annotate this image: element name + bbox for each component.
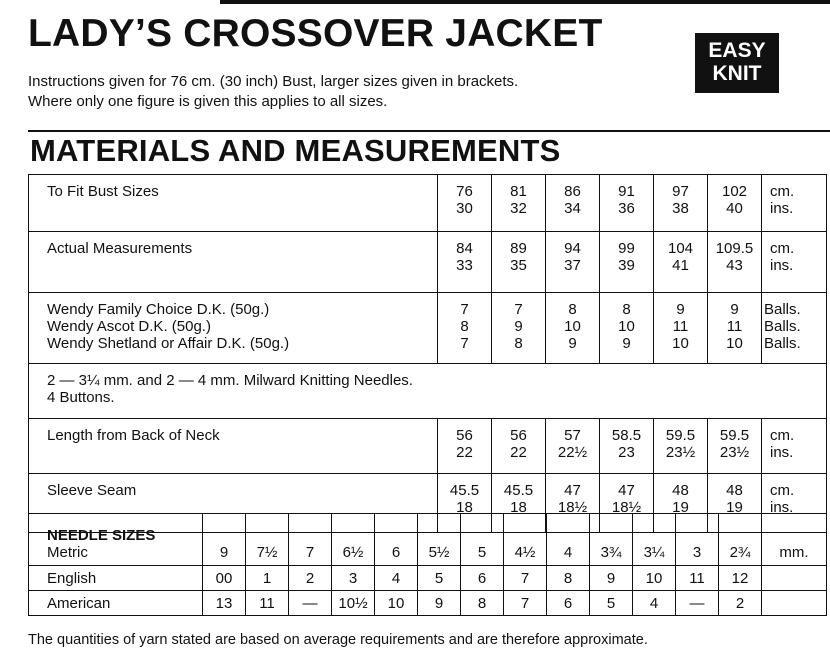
row-label: Length from Back of Neck (29, 419, 438, 474)
needles-note: 2 — 3¼ mm. and 2 — 4 mm. Milward Knitting Needles. 4 Buttons. (29, 364, 827, 419)
yarn-cell: 7 8 7 (438, 293, 492, 364)
size-cell: 89 35 (492, 232, 546, 293)
unit-cell: cm. ins. (762, 474, 827, 533)
size-cell: 57 22½ (546, 419, 600, 474)
american-cell: 9 (418, 591, 461, 616)
row-length (29, 419, 827, 474)
size-cell: 91 36 (600, 175, 654, 232)
row-label: Sleeve Seam (29, 474, 438, 533)
section-title: MATERIALS AND MEASUREMENTS (30, 133, 561, 168)
size-cell: 76 30 (438, 175, 492, 232)
american-cell: — (676, 591, 719, 616)
metric-cell: 3¼ (633, 514, 676, 566)
metric-cell: 9 (203, 514, 246, 566)
metric-cell: 5 (461, 514, 504, 566)
yarn-cell: 9 11 10 (654, 293, 708, 364)
yarn-cell: 8 10 9 (600, 293, 654, 364)
size-cell: 58.5 23 (600, 419, 654, 474)
size-cell: 59.5 23½ (654, 419, 708, 474)
size-cell: 47 18½ (600, 474, 654, 533)
english-cell: 9 (590, 566, 633, 591)
american-cell: 6 (547, 591, 590, 616)
row-label: To Fit Bust Sizes (29, 175, 438, 232)
metric-unit: mm. (762, 514, 827, 566)
english-cell: 3 (332, 566, 375, 591)
size-cell: 47 18½ (546, 474, 600, 533)
badge-line-1: EASY (708, 39, 766, 62)
size-cell: 109.5 43 (708, 232, 762, 293)
unit-cell: cm. ins. (762, 175, 827, 232)
footnote: The quantities of yarn stated are based on average requirements and are therefore approximate. (28, 632, 648, 648)
page-title: LADY’S CROSSOVER JACKET (28, 12, 603, 55)
top-rule (220, 0, 830, 4)
metric-cell: 3¾ (590, 514, 633, 566)
needle-row-american (29, 591, 827, 616)
row-bust-sizes (29, 175, 827, 232)
english-cell: 8 (547, 566, 590, 591)
size-cell: 48 19 (708, 474, 762, 533)
size-cell: 102 40 (708, 175, 762, 232)
yarn-labels: Wendy Family Choice D.K. (50g.) Wendy Ascot D.K. (50g.) Wendy Shetland or Affair D.K. (50g.) (29, 293, 438, 364)
metric-cell: 7½ (246, 514, 289, 566)
english-cell: 00 (203, 566, 246, 591)
american-cell: 2 (719, 591, 762, 616)
american-cell: 7 (504, 591, 547, 616)
needle-row-english (29, 566, 827, 591)
section-rule (28, 130, 830, 132)
american-cell: 10½ (332, 591, 375, 616)
size-cell: 104 41 (654, 232, 708, 293)
english-cell: 7 (504, 566, 547, 591)
english-cell: 11 (676, 566, 719, 591)
american-cell: 8 (461, 591, 504, 616)
intro-line: Where only one figure is given this applies to all sizes. (28, 93, 388, 110)
needle-sizes-heading: NEEDLE SIZES (47, 527, 156, 544)
metric-cell: 5½ (418, 514, 461, 566)
size-cell: 84 33 (438, 232, 492, 293)
unit-cell: cm. ins. (762, 232, 827, 293)
size-cell: 99 39 (600, 232, 654, 293)
row-needles-buttons (29, 364, 827, 419)
english-cell: 6 (461, 566, 504, 591)
american-cell: — (289, 591, 332, 616)
empty-cell (762, 566, 827, 591)
american-cell: 4 (633, 591, 676, 616)
american-cell: 10 (375, 591, 418, 616)
size-cell: 81 32 (492, 175, 546, 232)
metric-cell: 7 (289, 514, 332, 566)
english-cell: 2 (289, 566, 332, 591)
metric-cell: 6 (375, 514, 418, 566)
unit-cell: Balls. Balls. Balls. (762, 293, 827, 364)
needle-row-label (29, 514, 203, 566)
english-cell: 5 (418, 566, 461, 591)
empty-cell (762, 591, 827, 616)
needle-sizes-table (28, 513, 827, 616)
metric-cell: 6½ (332, 514, 375, 566)
needle-row-label: English (29, 566, 203, 591)
size-cell: 45.5 18 (438, 474, 492, 533)
row-actual-measurements (29, 232, 827, 293)
yarn-cell: 9 11 10 (708, 293, 762, 364)
metric-cell: 4½ (504, 514, 547, 566)
size-cell: 59.5 23½ (708, 419, 762, 474)
english-cell: 10 (633, 566, 676, 591)
intro-text (28, 72, 518, 112)
size-cell: 56 22 (438, 419, 492, 474)
size-cell: 48 19 (654, 474, 708, 533)
metric-label: Metric (47, 544, 88, 561)
size-cell: 86 34 (546, 175, 600, 232)
american-cell: 13 (203, 591, 246, 616)
american-cell: 5 (590, 591, 633, 616)
row-label: Actual Measurements (29, 232, 438, 293)
yarn-cell: 7 9 8 (492, 293, 546, 364)
american-cell: 11 (246, 591, 289, 616)
intro-line: Instructions given for 76 cm. (30 inch) Bust, larger sizes given in brackets. (28, 73, 519, 90)
materials-table (28, 174, 827, 533)
size-cell: 45.5 18 (492, 474, 546, 533)
size-cell: 97 38 (654, 175, 708, 232)
size-cell: 94 37 (546, 232, 600, 293)
yarn-cell: 8 10 9 (546, 293, 600, 364)
english-cell: 12 (719, 566, 762, 591)
english-cell: 1 (246, 566, 289, 591)
unit-cell: cm. ins. (762, 419, 827, 474)
metric-cell: 4 (547, 514, 590, 566)
badge-line-2: KNIT (712, 62, 762, 85)
metric-cell: 3 (676, 514, 719, 566)
needle-row-label: American (29, 591, 203, 616)
row-yarn (29, 293, 827, 364)
english-cell: 4 (375, 566, 418, 591)
easy-knit-badge (695, 33, 779, 93)
size-cell: 56 22 (492, 419, 546, 474)
metric-cell: 2¾ (719, 514, 762, 566)
needle-row-metric (29, 514, 827, 566)
